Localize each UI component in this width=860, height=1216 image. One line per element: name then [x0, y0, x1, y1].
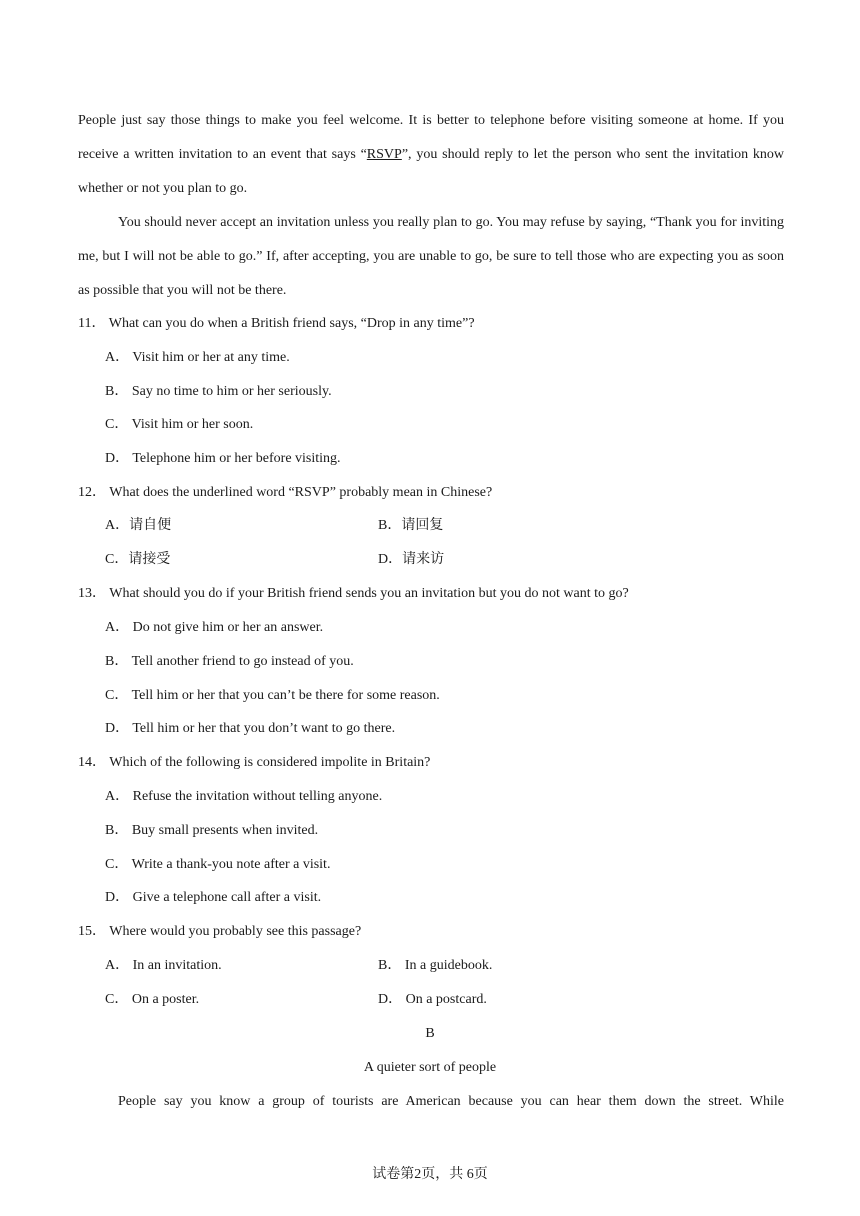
- passage-paragraph-1: [78, 104, 784, 205]
- section-title: A quieter sort of people: [363, 1060, 497, 1075]
- question-11-option-d: D． Telephone him or her before visiting.: [105, 451, 341, 466]
- question-12-option-a: A．请自便: [105, 518, 172, 533]
- question-15-option-c: C． On a poster.: [105, 992, 200, 1007]
- question-14-stem: 14． Which of the following is considered impolite in Britain?: [78, 755, 431, 770]
- section-letter: B: [425, 1026, 435, 1041]
- page-footer: 试卷第2页，共 6页: [372, 1167, 488, 1182]
- question-12-option-b: B．请回复: [378, 518, 444, 533]
- section-b-first-line: People say you know a group of tourists are American because you can hear them down the street. While: [118, 1094, 784, 1109]
- passage-paragraph-2: You should never accept an invitation unless you really plan to go. You may refuse by saying, “Thank you for inviting me, but I will not be able to go.” If, after accepting, you are unable to go, be sure to tell those who are expecting you as soon as possible that you will not be there.: [78, 215, 784, 298]
- question-15-option-b: B． In a guidebook.: [378, 958, 493, 973]
- passage-text: People just say those things to make you feel welcome. It is better to telephone before visiting someone at home. If you receive a written invitation to an event that says “: [78, 113, 784, 162]
- question-13-option-d: D． Tell him or her that you don’t want to go there.: [105, 721, 396, 736]
- underlined-word: RSVP: [366, 146, 402, 162]
- question-11-option-a: A． Visit him or her at any time.: [105, 350, 290, 365]
- question-11-stem: 11． What can you do when a British friend says, “Drop in any time”?: [78, 316, 475, 331]
- question-14-option-d: D． Give a telephone call after a visit.: [105, 890, 322, 905]
- question-13-option-c: C． Tell him or her that you can’t be there for some reason.: [105, 688, 440, 703]
- question-13-stem: 13． What should you do if your British friend sends you an invitation but you do not want to go?: [78, 586, 629, 601]
- question-15-option-a: A． In an invitation.: [105, 958, 222, 973]
- question-14-option-a: A． Refuse the invitation without telling anyone.: [105, 789, 383, 804]
- question-11-option-c: C． Visit him or her soon.: [105, 417, 254, 432]
- question-14-option-c: C． Write a thank-you note after a visit.: [105, 857, 331, 872]
- question-13-option-b: B． Tell another friend to go instead of you.: [105, 654, 354, 669]
- question-14-option-b: B． Buy small presents when invited.: [105, 823, 319, 838]
- question-11-option-b: B． Say no time to him or her seriously.: [105, 384, 332, 399]
- question-12-option-c: C．请接受: [105, 552, 171, 567]
- question-15-stem: 15． Where would you probably see this passage?: [78, 924, 362, 939]
- question-15-option-d: D． On a postcard.: [378, 992, 487, 1007]
- passage-text: ”, you should reply to let the person who sent the invitation know whether or not you plan to go.: [78, 146, 784, 196]
- question-12-stem: 12． What does the underlined word “RSVP” probably mean in Chinese?: [78, 485, 493, 500]
- question-12-option-d: D．请来访: [378, 552, 445, 567]
- question-13-option-a: A． Do not give him or her an answer.: [105, 620, 324, 635]
